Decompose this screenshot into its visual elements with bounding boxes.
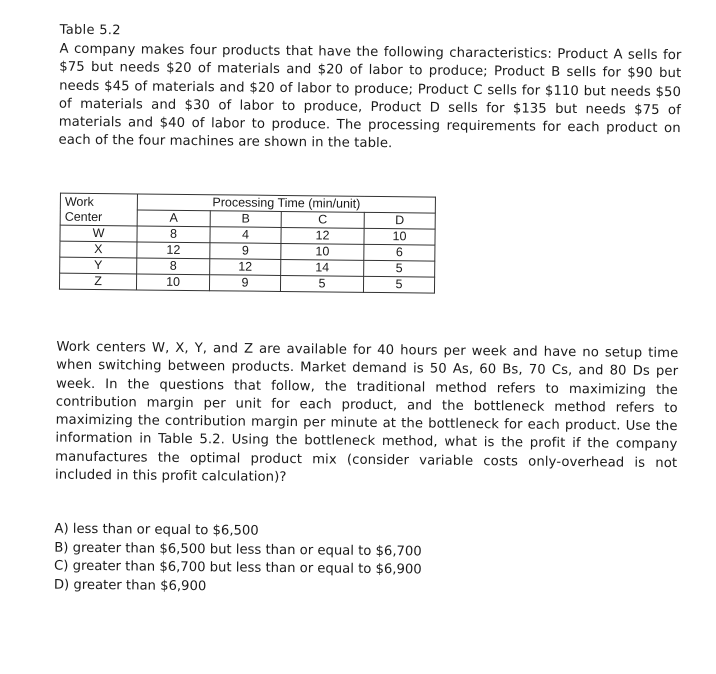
table-title: Table 5.2 xyxy=(59,22,121,39)
table-cell: 5 xyxy=(363,276,434,293)
table-cell: 10 xyxy=(364,228,435,245)
answer-choice-d: D) greater than $6,900 xyxy=(53,577,207,594)
table-cell: 12 xyxy=(281,227,364,244)
work-center-cell: X xyxy=(60,241,137,258)
answer-choice-b: B) greater than $6,500 but less than or equal to $6,700 xyxy=(54,540,422,559)
work-center-cell: Z xyxy=(59,273,136,290)
table-cell: 8 xyxy=(137,226,210,243)
work-center-header-label: Work Center xyxy=(64,194,103,224)
table-cell: 5 xyxy=(280,275,363,292)
table-cell: 10 xyxy=(281,243,364,260)
processing-time-header: Processing Time (min/unit) xyxy=(137,194,435,213)
table-cell: 10 xyxy=(136,274,209,291)
product-header-c: C xyxy=(281,211,364,228)
question-paragraph: Work centers W, X, Y, and Z are available for 40 hours per week and have no setup time when switching between products. Market demand is 50 As, 60 Bs, 70 Cs, and 80 Ds per week. In the questions that follow, the traditional method refers to maximizing the contribution margin per unit for each product, and the bottleneck method refers to maximizing the contribution margin per minute at the bottleneck for each product. Use the information in Table 5.2. Using the bottleneck method, what is the profit if the company manufactures the optimal product mix (consider variable costs only-overhead is not included in this profit calculation)? xyxy=(54,339,679,486)
table-cell: 12 xyxy=(210,259,281,276)
table-cell: 14 xyxy=(281,259,364,276)
table-cell: 4 xyxy=(210,227,281,244)
product-header-d: D xyxy=(364,212,435,229)
table-header-row xyxy=(60,193,435,213)
answer-choice-a: A) less than or equal to $6,500 xyxy=(54,521,259,539)
processing-time-table xyxy=(59,193,436,294)
product-header-b: B xyxy=(210,211,281,228)
work-center-header xyxy=(60,193,137,226)
answer-choice-c: C) greater than $6,700 but less than or equal to $6,900 xyxy=(53,558,422,578)
table-cell: 8 xyxy=(137,258,210,275)
table-row xyxy=(59,273,434,293)
product-header-a: A xyxy=(137,210,210,227)
table-cell: 6 xyxy=(364,244,435,261)
answer-choices xyxy=(54,521,422,599)
table-cell: 12 xyxy=(137,242,210,259)
intro-paragraph: A company makes four products that have the following characteristics: Product A sells for $75 but needs $20 of materials and $20 of labor to produce; Product B sells for $90 but needs $45 of materials and $20 of labor to produce; Product C sells for $110 but needs $50 of materials and $30 of labor to produce, Product D sells for $135 but needs $75 of materials and $40 of labor to produce. The processing requirements for each product on each of the four machines are shown in the table. xyxy=(58,41,682,152)
work-center-cell: W xyxy=(60,225,137,242)
table-cell: 9 xyxy=(209,275,280,292)
table-cell: 9 xyxy=(210,243,281,260)
table-cell: 5 xyxy=(364,260,435,277)
work-center-cell: Y xyxy=(60,257,137,274)
